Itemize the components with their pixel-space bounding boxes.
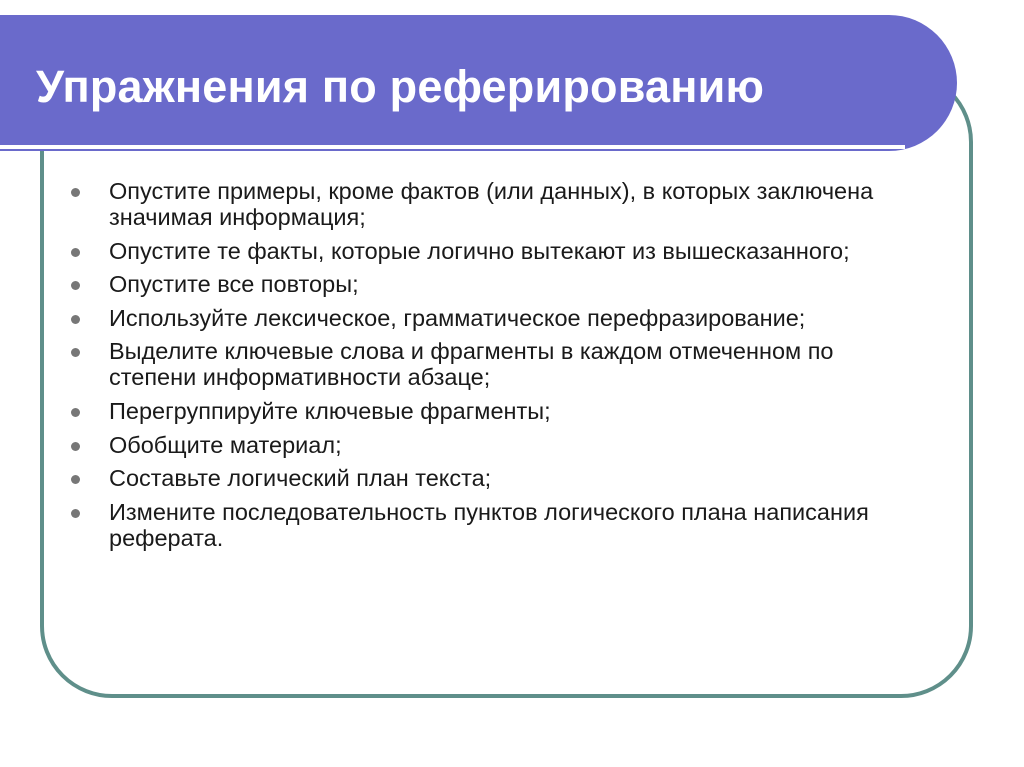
bullet-icon	[71, 348, 80, 357]
slide-title: Упражнения по реферированию	[36, 61, 765, 112]
list-item	[71, 238, 911, 264]
list-item	[71, 271, 911, 297]
list-item-text: Обобщите материал;	[109, 431, 342, 458]
bullet-icon	[71, 281, 80, 290]
bullet-icon	[71, 509, 80, 518]
bullet-icon	[71, 188, 80, 197]
title-underline	[0, 145, 905, 149]
bullet-icon	[71, 315, 80, 324]
list-item	[71, 499, 911, 551]
bullet-icon	[71, 248, 80, 257]
list-item	[71, 338, 911, 390]
list-item	[71, 178, 911, 230]
bullet-icon	[71, 475, 80, 484]
list-item-text: Используйте лексическое, грамматическое перефразирование;	[109, 304, 806, 331]
list-item-text: Перегруппируйте ключевые фрагменты;	[109, 397, 551, 424]
list-item-text: Составьте логический план текста;	[109, 465, 492, 492]
list-item	[71, 432, 911, 458]
list-item-text: Опустите те факты, которые логично вытекают из вышесказанного;	[109, 237, 850, 264]
bullet-list	[71, 178, 911, 558]
list-item	[71, 398, 911, 424]
bullet-icon	[71, 408, 80, 417]
list-item-text: Выделите ключевые слова и фрагменты в каждом отмеченном по степени информативности абзаце;	[109, 338, 834, 391]
list-item-text: Опустите примеры, кроме фактов (или данных), в которых заключена значимая информация;	[109, 178, 874, 230]
list-item-text: Измените последовательность пунктов логического плана написания реферата.	[109, 498, 869, 551]
list-item	[71, 305, 911, 331]
list-item	[71, 465, 911, 491]
bullet-icon	[71, 442, 80, 451]
list-item-text: Опустите все повторы;	[109, 271, 359, 298]
title-bar	[0, 15, 957, 151]
